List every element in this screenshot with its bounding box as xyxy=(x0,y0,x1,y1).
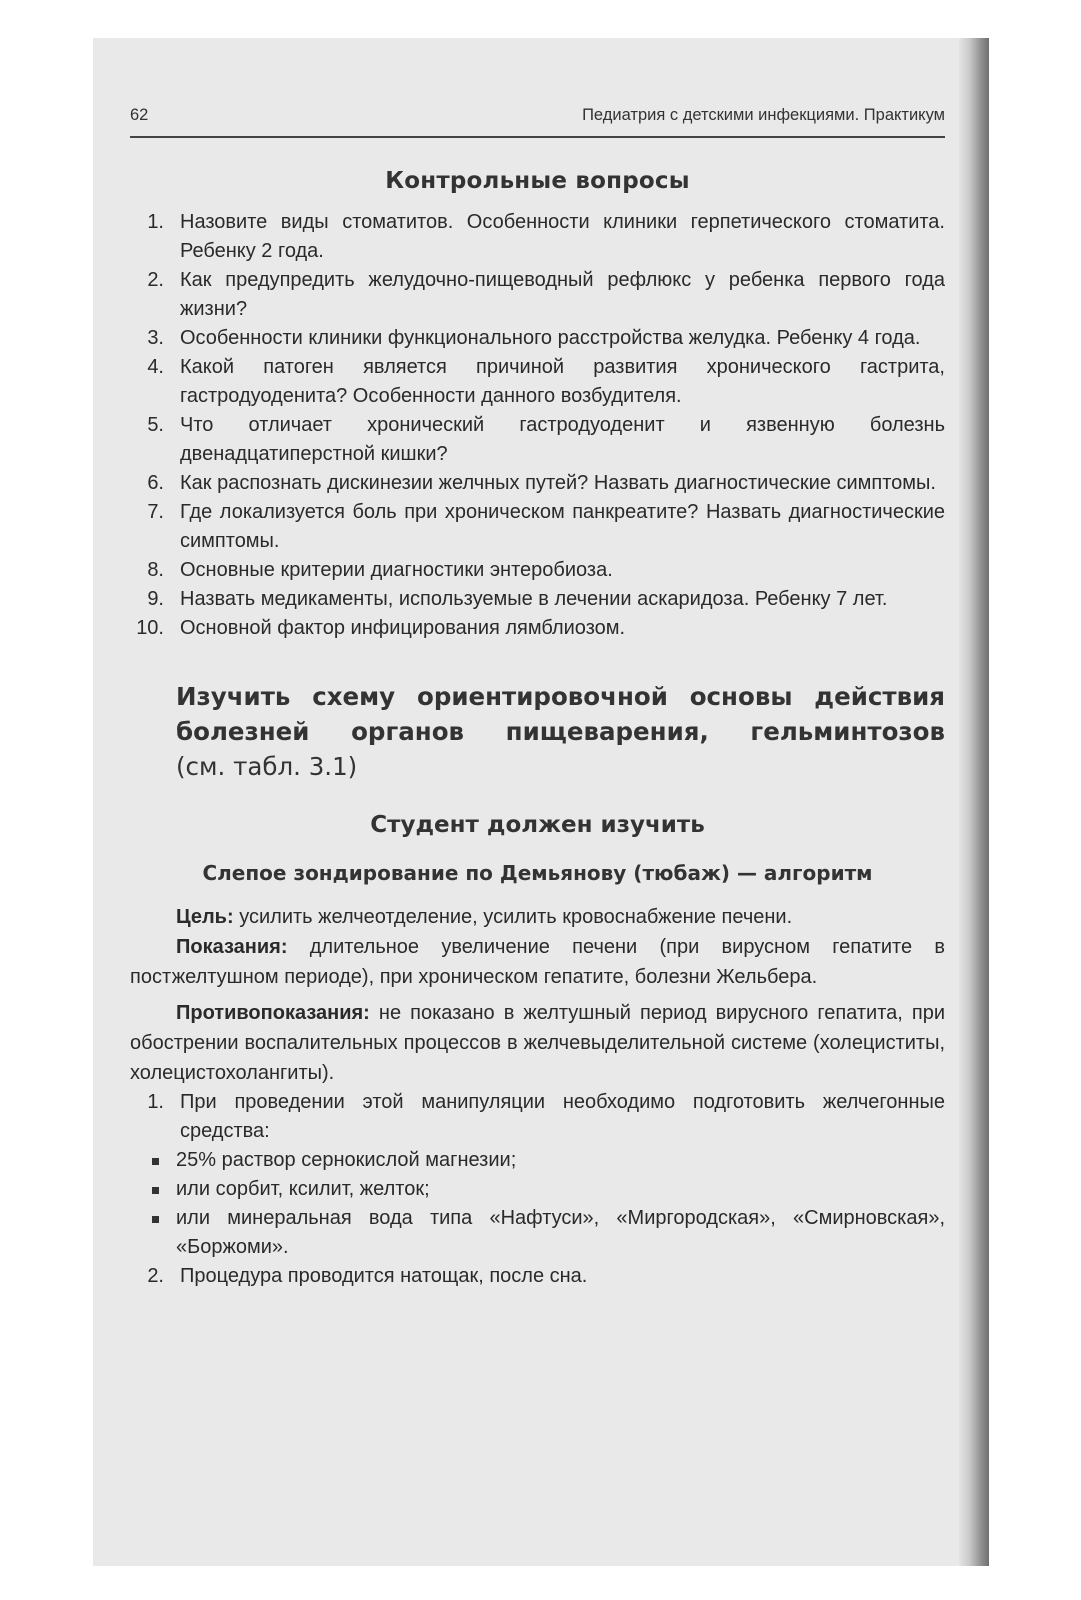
goal-text: усилить желчеотделение, усилить кровоснабжение печени. xyxy=(233,906,793,928)
question-item xyxy=(130,498,945,556)
question-text: Как предупредить желудочно-пищеводный рефлюкс у ребенка первого года жизни? xyxy=(180,269,945,320)
agent-item xyxy=(130,1175,945,1204)
questions-list xyxy=(130,208,945,643)
question-item xyxy=(130,208,945,266)
agent-text: 25% раствор сернокислой магнезии; xyxy=(176,1149,517,1171)
bullet-square-icon xyxy=(152,1216,159,1223)
agent-item xyxy=(130,1146,945,1175)
question-number: 1. xyxy=(147,211,164,233)
question-number: 7. xyxy=(147,501,164,523)
step-text: Процедура проводится натощак, после сна. xyxy=(180,1265,588,1287)
bullet-square-icon xyxy=(152,1187,159,1194)
indications-label: Показания: xyxy=(176,936,288,958)
question-text: Назвать медикаменты, используемые в лечении аскаридоза. Ребенку 7 лет. xyxy=(180,588,888,610)
student-must-study-title: Студент должен изучить xyxy=(370,812,705,838)
question-item xyxy=(130,614,945,643)
step-text: При проведении этой манипуляции необходимо подготовить желчегонные средства: xyxy=(180,1091,945,1142)
running-title: Педиатрия с детскими инфекциями. Практикум xyxy=(582,106,945,124)
step-number: 2. xyxy=(147,1265,164,1287)
table-reference: (см. табл. 3.1) xyxy=(176,752,358,781)
step-item xyxy=(130,1262,945,1291)
question-text: Что отличает хронический гастродуоденит и язвенную болезнь двенадцатиперстной кишки? xyxy=(180,414,945,465)
question-number: 6. xyxy=(147,472,164,494)
goal-paragraph xyxy=(130,902,945,932)
question-text: Основные критерии диагностики энтеробиоза. xyxy=(180,559,613,581)
running-header xyxy=(130,100,945,132)
study-scheme-line-1: Изучить схему ориентировочной основы действия xyxy=(176,682,945,711)
indications-text: длительное увеличение печени (при вирусном гепатите в постжелтушном периоде), при хроническом гепатите, болезни Жельбера. xyxy=(130,936,945,988)
question-item xyxy=(130,469,945,498)
study-scheme-line-2: болезней органов пищеварения, гельминтозов xyxy=(176,717,945,746)
question-text: Особенности клиники функционального расстройства желудка. Ребенку 4 года. xyxy=(180,327,921,349)
step-item xyxy=(130,1088,945,1146)
agent-item xyxy=(130,1204,945,1262)
question-number: 9. xyxy=(147,588,164,610)
question-number: 10. xyxy=(136,617,164,639)
question-text: Основной фактор инфицирования лямблиозом. xyxy=(180,617,626,639)
question-item xyxy=(130,556,945,585)
page-number: 62 xyxy=(130,106,149,124)
procedure-title: Слепое зондирование по Демьянову (тюбаж) — алгоритм xyxy=(202,861,873,885)
agent-text: или минеральная вода типа «Нафтуси», «Миргородская», «Смирновская», «Боржоми». xyxy=(176,1207,945,1258)
question-number: 2. xyxy=(147,269,164,291)
question-number: 8. xyxy=(147,559,164,581)
agent-text: или сорбит, ксилит, желток; xyxy=(176,1178,430,1200)
header-rule xyxy=(130,136,945,138)
questions-title: Контрольные вопросы xyxy=(385,168,690,194)
procedure-steps-1 xyxy=(130,1088,945,1146)
question-text: Где локализуется боль при хроническом панкреатите? Назвать диагностические симптомы. xyxy=(180,501,945,552)
procedure-steps-2 xyxy=(130,1262,945,1291)
bullet-square-icon xyxy=(152,1158,159,1165)
book-spine-shadow xyxy=(959,38,989,1566)
question-text: Как распознать дискинезии желчных путей? Назвать диагностические симптомы. xyxy=(180,472,936,494)
indications-paragraph xyxy=(130,932,945,992)
question-number: 5. xyxy=(147,414,164,436)
question-text: Какой патоген является причиной развития хронического гастрита, гастродуоденита? Особенности данного возбудителя. xyxy=(180,356,945,407)
agents-list xyxy=(130,1146,945,1262)
page-content xyxy=(130,100,945,1291)
question-item xyxy=(130,266,945,324)
question-number: 4. xyxy=(147,356,164,378)
question-item xyxy=(130,353,945,411)
contraindications-label: Противопоказания: xyxy=(176,1002,370,1024)
study-scheme-heading xyxy=(176,679,945,784)
goal-label: Цель: xyxy=(176,906,234,928)
question-number: 3. xyxy=(147,327,164,349)
contraindications-paragraph xyxy=(130,998,945,1088)
question-item xyxy=(130,585,945,614)
question-item xyxy=(130,411,945,469)
step-number: 1. xyxy=(147,1091,164,1113)
contraindications-text: не показано в желтушный период вирусного гепатита, при обострении воспалительных процессов в желчевыделительной системе (холециститы, холецистохолангиты). xyxy=(130,1002,945,1084)
question-item xyxy=(130,324,945,353)
question-text: Назовите виды стоматитов. Особенности клиники герпетического стоматита. Ребенку 2 года. xyxy=(180,211,945,262)
